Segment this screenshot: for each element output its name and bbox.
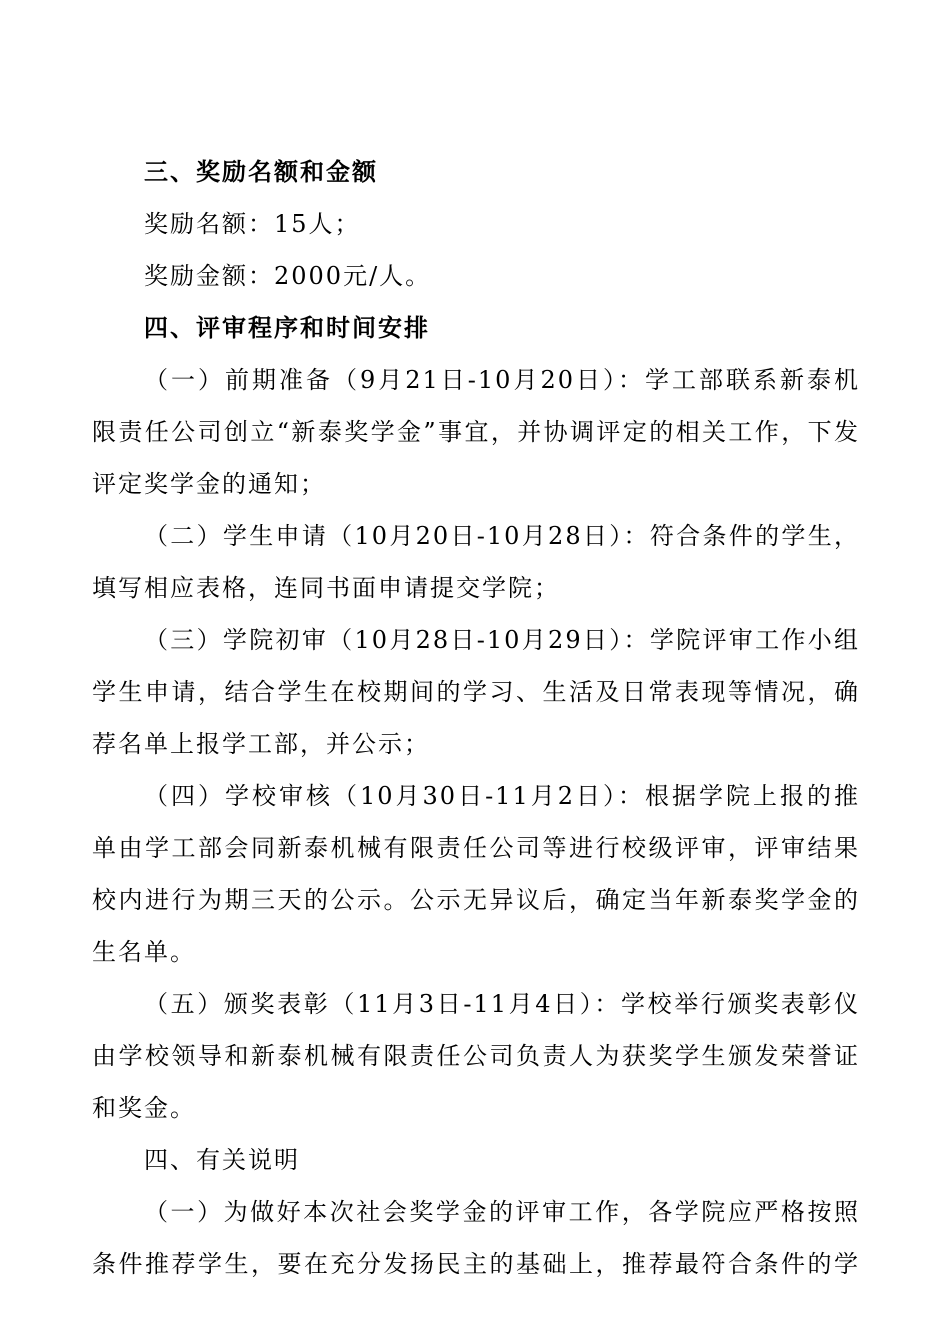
paragraph-line: （二）学生申请（10月20日-10月28日）：符合条件的学生， xyxy=(144,522,860,550)
paragraph-line: 评定奖学金的通知； xyxy=(92,470,326,498)
paragraph-line: 由学校领导和新泰机械有限责任公司负责人为获奖学生颁发荣誉证 xyxy=(92,1042,860,1070)
document-body xyxy=(92,146,860,1290)
paragraph-line: （一）前期准备（9月21日-10月20日）：学工部联系新泰机 xyxy=(144,366,860,394)
paragraph-line: （一）为做好本次社会奖学金的评审工作，各学院应严格按照 xyxy=(144,1198,860,1226)
paragraph-line: 限责任公司创立“新泰奖学金”事宜，并协调评定的相关工作，下发 xyxy=(92,418,860,446)
paragraph-line: 填写相应表格，连同书面申请提交学院； xyxy=(92,574,560,602)
paragraph-line: （五）颁奖表彰（11月3日-11月4日）：学校举行颁奖表彰仪 xyxy=(144,990,860,1018)
paragraph-line: （三）学院初审（10月28日-10月29日）：学院评审工作小组 xyxy=(144,626,860,654)
paragraph-line: （四）学校审核（10月30日-11月2日）：根据学院上报的推 xyxy=(144,782,860,810)
section-heading-awards: 三、奖励名额和金额 xyxy=(144,157,378,186)
paragraph-line: 条件推荐学生，要在充分发扬民主的基础上，推荐最符合条件的学 xyxy=(92,1250,860,1278)
award-quota-line: 奖励名额：15人； xyxy=(144,210,361,238)
paragraph-line: 校内进行为期三天的公示。公示无异议后，确定当年新泰奖学金的 xyxy=(92,886,860,914)
paragraph-line: 生名单。 xyxy=(92,938,196,966)
paragraph-line: 单由学工部会同新泰机械有限责任公司等进行校级评审，评审结果 xyxy=(92,834,860,862)
paragraph-line: 和奖金。 xyxy=(92,1094,196,1122)
section-heading-notes: 四、有关说明 xyxy=(144,1146,300,1174)
award-amount-line: 奖励金额：2000元/人。 xyxy=(144,262,432,290)
paragraph-line: 荐名单上报学工部，并公示； xyxy=(92,730,430,758)
paragraph-line: 学生申请，结合学生在校期间的学习、生活及日常表现等情况，确 xyxy=(92,678,860,706)
section-heading-schedule: 四、评审程序和时间安排 xyxy=(144,313,430,342)
